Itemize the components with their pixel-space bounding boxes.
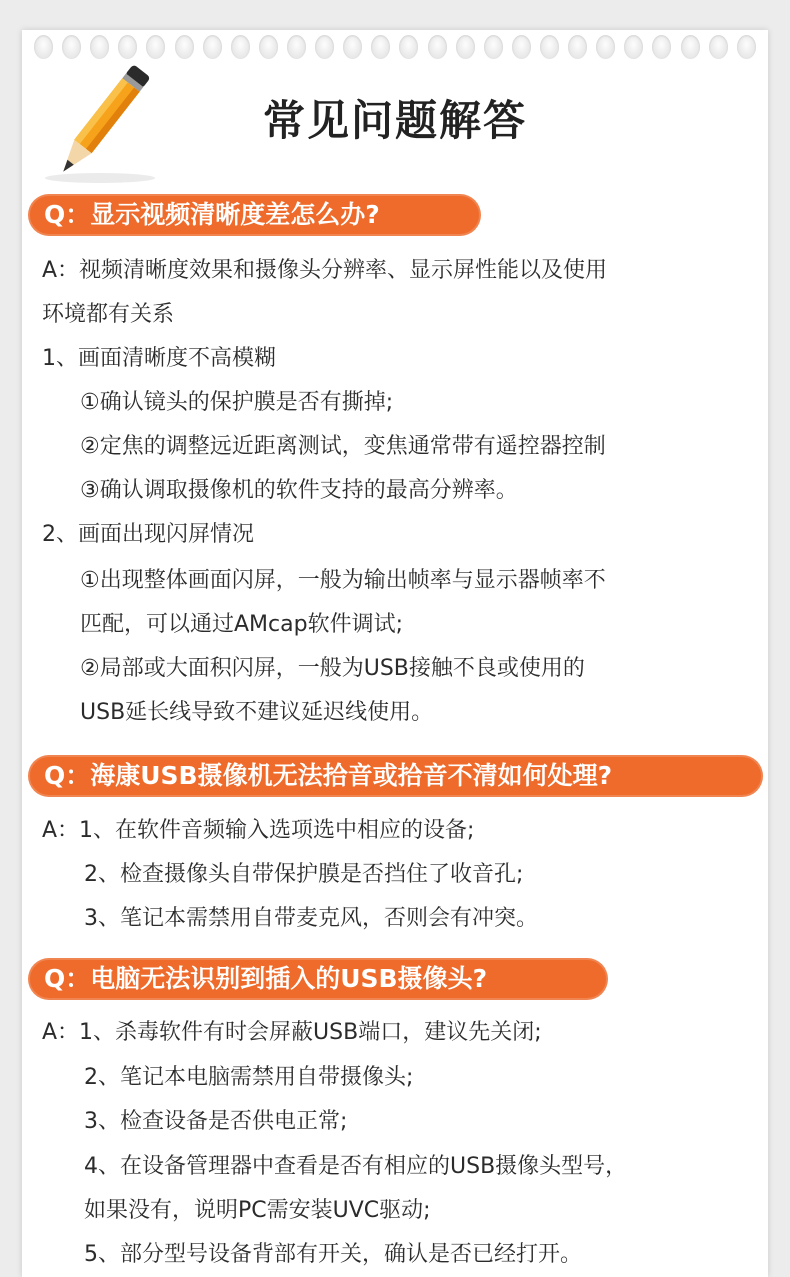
binder-hole xyxy=(90,35,109,59)
binder-hole xyxy=(428,35,447,59)
binder-hole xyxy=(203,35,222,59)
binder-hole xyxy=(456,35,475,59)
binder-hole xyxy=(652,35,671,59)
binder-hole xyxy=(568,35,587,59)
answer-line: 环境都有关系 xyxy=(42,302,175,327)
answer-line: 2、检查摄像头自带保护膜是否挡住了收音孔; xyxy=(84,862,524,887)
binder-hole xyxy=(540,35,559,59)
answer-line: ③确认调取摄像机的软件支持的最高分辨率。 xyxy=(80,478,518,503)
answer-line: 2、画面出现闪屏情况 xyxy=(42,522,254,547)
answer-line: 3、笔记本需禁用自带麦克风，否则会有冲突。 xyxy=(84,906,538,931)
binder-hole xyxy=(681,35,700,59)
binder-hole xyxy=(34,35,53,59)
answer-line: A：1、在软件音频输入选项选中相应的设备; xyxy=(42,818,475,843)
binder-hole xyxy=(118,35,137,59)
binder-hole xyxy=(596,35,615,59)
question-banner-3: Q：电脑无法识别到插入的USB摄像头? xyxy=(28,958,608,1000)
binder-hole xyxy=(259,35,278,59)
binder-hole xyxy=(315,35,334,59)
question-banner-1: Q：显示视频清晰度差怎么办? xyxy=(28,194,481,236)
answer-line: A：1、杀毒软件有时会屏蔽USB端口，建议先关闭; xyxy=(42,1020,542,1045)
binder-hole xyxy=(231,35,250,59)
question-banner-2: Q：海康USB摄像机无法拾音或拾音不清如何处理? xyxy=(28,755,763,797)
binder-hole xyxy=(709,35,728,59)
binder-hole xyxy=(62,35,81,59)
answer-line: 2、笔记本电脑需禁用自带摄像头; xyxy=(84,1065,414,1090)
answer-line: 1、画面清晰度不高模糊 xyxy=(42,346,276,371)
binder-hole xyxy=(624,35,643,59)
answer-line: ②局部或大面积闪屏，一般为USB接触不良或使用的 xyxy=(80,656,585,681)
answer-line: 匹配，可以通过AMcap软件调试; xyxy=(80,612,403,637)
page-title: 常见问题解答 xyxy=(262,96,527,145)
answer-line: ②定焦的调整远近距离测试，变焦通常带有遥控器控制 xyxy=(80,434,606,459)
binder-hole xyxy=(146,35,165,59)
answer-line: 如果没有，说明PC需安装UVC驱动; xyxy=(84,1198,431,1223)
binder-hole xyxy=(287,35,306,59)
answer-line: 4、在设备管理器中查看是否有相应的USB摄像头型号， xyxy=(84,1154,628,1179)
answer-line: 5、部分型号设备背部有开关，确认是否已经打开。 xyxy=(84,1242,582,1267)
binder-hole xyxy=(512,35,531,59)
answer-line: ①出现整体画面闪屏，一般为输出帧率与显示器帧率不 xyxy=(80,568,606,593)
binder-hole xyxy=(371,35,390,59)
binder-hole xyxy=(399,35,418,59)
answer-line: 3、检查设备是否供电正常; xyxy=(84,1109,348,1134)
binder-hole xyxy=(737,35,756,59)
answer-line: A：视频清晰度效果和摄像头分辨率、显示屏性能以及使用 xyxy=(42,258,608,283)
binder-hole xyxy=(343,35,362,59)
binder-hole xyxy=(484,35,503,59)
answer-line: ①确认镜头的保护膜是否有撕掉; xyxy=(80,390,394,415)
binder-hole xyxy=(175,35,194,59)
answer-line: USB延长线导致不建议延迟线使用。 xyxy=(80,700,434,725)
